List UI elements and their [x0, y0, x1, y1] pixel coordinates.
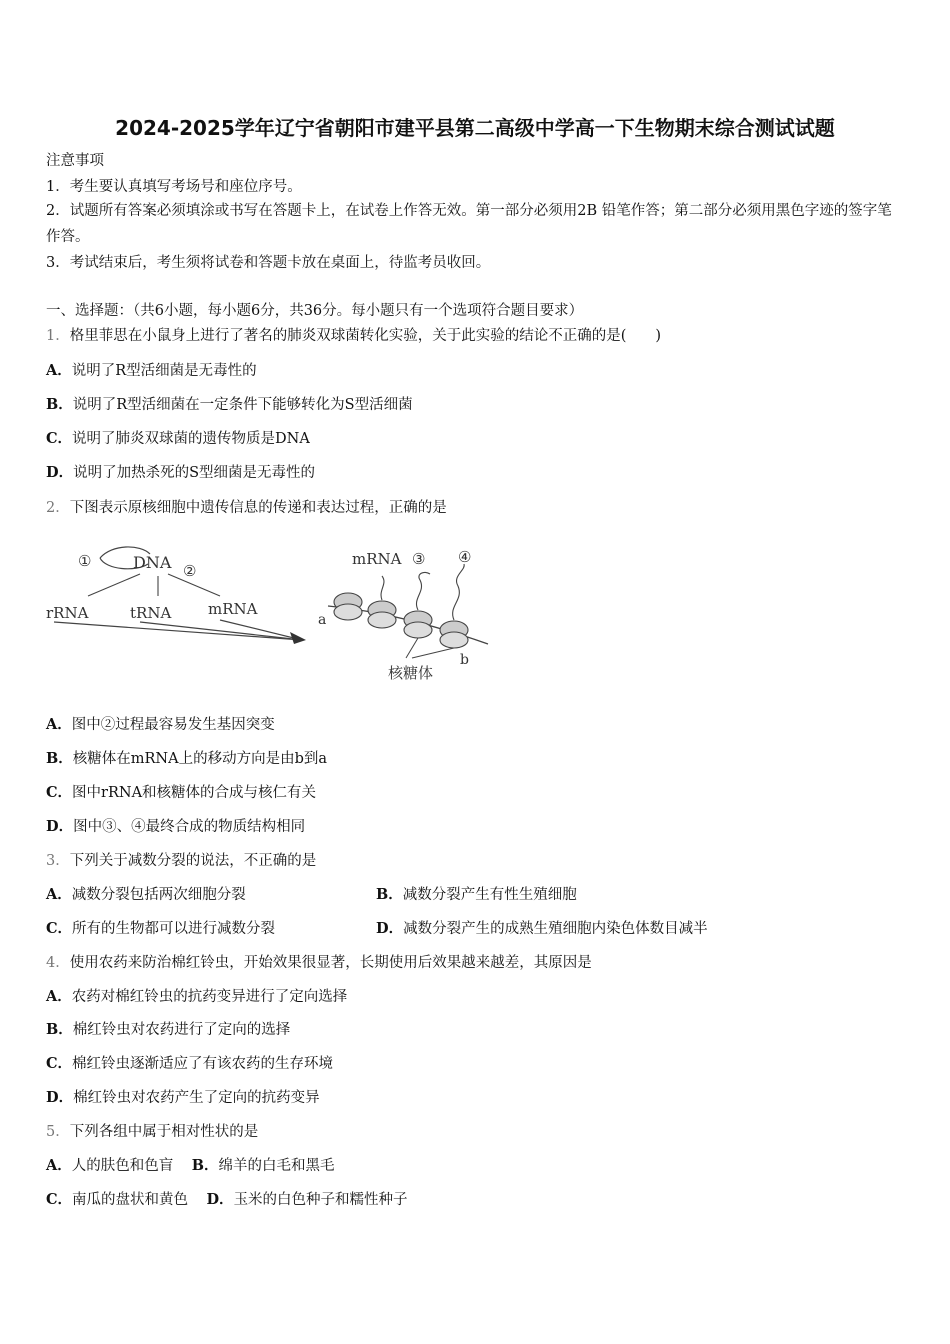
ribosome-icon — [368, 612, 396, 628]
option-text: 玉米的白色种子和糯性种子 — [233, 1192, 408, 1208]
option-row — [46, 1157, 334, 1175]
pointer-line — [406, 638, 418, 658]
end-b-label: b — [460, 652, 469, 668]
option-text: 图中rRNA和核糖体的合成与核仁有关 — [72, 785, 317, 801]
arrow-line — [88, 574, 140, 596]
option — [46, 886, 246, 904]
option-text: 说明了R型活细菌是无毒性的 — [71, 363, 257, 379]
option-text: 说明了肺炎双球菌的遗传物质是DNA — [72, 431, 310, 447]
option-label: D． — [46, 818, 74, 835]
page-title: 2024-2025学年辽宁省朝阳市建平县第二高级中学高一下生物期末综合测试试题 — [115, 116, 835, 140]
question-number: 4． — [46, 955, 70, 971]
option — [46, 430, 310, 448]
rrna-label: rRNA — [46, 604, 89, 622]
option-text: 南瓜的盘状和黄色 — [72, 1192, 189, 1208]
option — [46, 920, 275, 938]
circle-3-label: ③ — [412, 550, 426, 568]
option-text: 减数分裂产生有性生殖细胞 — [402, 887, 577, 903]
option-text: 说明了加热杀死的S型细菌是无毒性的 — [73, 465, 316, 481]
option-label: D． — [46, 464, 74, 481]
circle-1-label: ① — [78, 552, 92, 570]
option — [46, 1055, 333, 1073]
option-text: 所有的生物都可以进行减数分裂 — [72, 921, 276, 937]
question-stem — [46, 499, 447, 517]
option-label: B． — [376, 886, 403, 903]
option-label: A． — [46, 886, 72, 903]
peptide-chain — [381, 576, 384, 600]
peptide-chain — [416, 572, 430, 610]
question-stem — [46, 852, 316, 870]
dna-label: DNA — [133, 553, 172, 572]
option-text: 减数分裂产生的成熟生殖细胞内染色体数目减半 — [403, 921, 708, 937]
option-text: 减数分裂包括两次细胞分裂 — [71, 887, 246, 903]
option-label: B． — [191, 1157, 219, 1174]
option-label: A． — [46, 716, 72, 733]
option — [46, 784, 316, 802]
option-row — [46, 1191, 408, 1209]
question-number: 5． — [46, 1124, 70, 1140]
arrow-head — [290, 632, 306, 644]
option-text: 棉红铃虫逐渐适应了有该农药的生存环境 — [72, 1056, 334, 1072]
option-text: 绵羊的白毛和黑毛 — [218, 1158, 335, 1174]
ribosome-icon — [334, 604, 362, 620]
peptide-chain — [453, 564, 465, 620]
question-text: 下图表示原核细胞中遗传信息的传递和表达过程，正确的是 — [69, 500, 447, 516]
option-label: B． — [46, 1021, 73, 1038]
question-stem — [46, 327, 661, 345]
option-label: C． — [46, 430, 73, 447]
option — [46, 396, 413, 414]
option-label: D． — [46, 1089, 74, 1106]
option-label: D． — [376, 920, 404, 937]
option-label: A． — [46, 988, 72, 1005]
pointer-line — [412, 648, 454, 658]
option-label: B． — [46, 396, 73, 413]
option-label: C． — [46, 920, 73, 937]
option-text: 棉红铃虫对农药进行了定向的选择 — [72, 1022, 291, 1038]
option — [46, 1089, 320, 1107]
question-stem — [46, 1123, 258, 1141]
option — [376, 886, 577, 904]
option-label: C． — [46, 1055, 73, 1072]
ribosome-icon — [440, 632, 468, 648]
mrna-top-label: mRNA — [352, 550, 402, 568]
ribosome-icon — [404, 622, 432, 638]
arrow-line — [140, 622, 302, 640]
question-text: 使用农药来防治棉红铃虫，开始效果很显著，长期使用后效果越来越差，其原因是 — [69, 955, 592, 971]
trna-label: tRNA — [130, 604, 172, 622]
option-label: A． — [46, 1157, 72, 1174]
notice-heading: 注意事项 — [46, 153, 104, 169]
ribosome-label: 核糖体 — [388, 664, 434, 682]
notice-item: 2．试题所有答案必须填涂或书写在答题卡上，在试卷上作答无效。第一部分必须用2B 铅笔作答；第二部分必须用黑色字迹的签字笔作答。 — [46, 203, 892, 245]
circle-2-label: ② — [183, 562, 197, 580]
circle-4-label: ④ — [458, 548, 472, 566]
option — [46, 716, 275, 734]
option — [46, 818, 305, 836]
section-heading: 一、选择题：（共6小题，每小题6分，共36分。每小题只有一个选项符合题目要求） — [46, 303, 584, 319]
notice-item: 1．考生要认真填写考场号和座位序号。 — [46, 179, 302, 195]
end-a-label: a — [318, 612, 327, 628]
option-label: D． — [206, 1191, 234, 1208]
option-text: 农药对棉红铃虫的抗药变异进行了定向选择 — [71, 989, 348, 1005]
option — [46, 750, 327, 768]
question-number: 3． — [46, 853, 70, 869]
option-text: 图中②过程最容易发生基因突变 — [71, 717, 275, 733]
option-text: 棉红铃虫对农药产生了定向的抗药变异 — [73, 1090, 320, 1106]
option — [46, 988, 347, 1006]
question-stem — [46, 954, 592, 972]
option — [46, 362, 257, 380]
option — [376, 920, 708, 938]
question-text: 格里菲思在小鼠身上进行了著名的肺炎双球菌转化实验，关于此实验的结论不正确的是( ) — [69, 328, 662, 344]
notice-item: 3．考试结束后，考生须将试卷和答题卡放在桌面上，待监考员收回。 — [46, 255, 491, 271]
option-label: C． — [46, 1191, 73, 1208]
question-number: 2． — [46, 500, 70, 516]
option-text: 说明了R型活细菌在一定条件下能够转化为S型活细菌 — [72, 397, 413, 413]
option — [46, 464, 315, 482]
question-text: 下列关于减数分裂的说法，不正确的是 — [69, 853, 317, 869]
option-text: 核糖体在mRNA上的移动方向是由b到a — [72, 751, 328, 767]
option-text: 人的肤色和色盲 — [71, 1158, 174, 1174]
option-text: 图中③、④最终合成的物质结构相同 — [73, 819, 306, 835]
option-label: A． — [46, 362, 72, 379]
gene-expression-diagram — [40, 540, 500, 690]
option-label: C． — [46, 784, 73, 801]
question-number: 1． — [46, 328, 70, 344]
mrna-label: mRNA — [208, 600, 258, 618]
option — [46, 1021, 290, 1039]
option-label: B． — [46, 750, 73, 767]
question-text: 下列各组中属于相对性状的是 — [69, 1124, 259, 1140]
